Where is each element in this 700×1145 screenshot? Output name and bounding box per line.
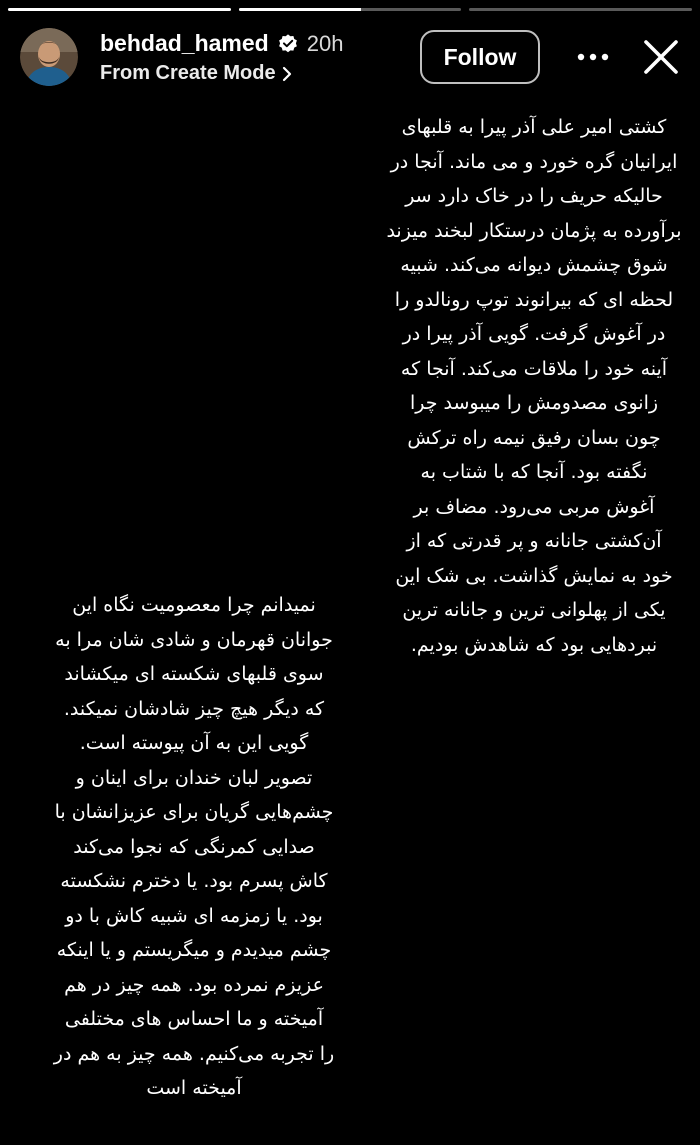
text-line: آن‌کشتی جانانه و پر قدرتی که از <box>406 530 662 552</box>
avatar-photo <box>20 28 78 86</box>
text-line: یکی از پهلوانی ترین و جانانه ترین <box>402 599 666 621</box>
text-line: آمیخته و ما احساس های مختلفی <box>64 1008 324 1030</box>
text-line: خود به نمایش گذاشت. بی شک این <box>395 564 673 587</box>
text-line: چشم‌هایی گریان برای عزیزانشان با <box>54 801 334 823</box>
text-line: چون بسان رفیق نیمه راه ترکش <box>407 426 661 449</box>
story-header <box>20 26 682 90</box>
text-line: کشتی امیر علی آذر پیرا به قلبهای <box>401 116 667 138</box>
text-line: برآورده به پژمان درستکار لبخند میزند <box>386 219 682 242</box>
more-horizontal-icon[interactable] <box>575 42 611 72</box>
story-text-right <box>382 110 686 662</box>
text-line: را تجربه می‌کنیم. همه چیز به هم در <box>53 1042 335 1065</box>
text-line: جوانان قهرمان و شادی شان مرا به <box>55 628 333 651</box>
post-time: 20h <box>306 30 344 56</box>
verified-badge-icon <box>277 33 299 55</box>
progress-segment <box>469 8 692 11</box>
follow-button[interactable]: Follow <box>420 30 540 84</box>
username[interactable]: behdad_hamed <box>100 30 269 56</box>
text-line: آغوش مربی می‌رود. مضاف بر <box>413 495 655 518</box>
text-line: زانوی مصدومش را میبوسد چرا <box>409 392 659 414</box>
close-icon[interactable] <box>642 38 680 76</box>
text-line: کاش پسرم بود. یا دخترم نشکسته <box>60 870 328 892</box>
text-line: نمیدانم چرا معصومیت نگاه این <box>72 594 316 616</box>
progress-segment <box>239 8 462 11</box>
subtitle-text: From Create Mode <box>100 62 276 84</box>
text-line: بود. یا زمزمه ای شبیه کاش با دو <box>65 904 323 927</box>
text-line: که دیگر هیچ چیز شادشان نمیکند. <box>63 697 325 720</box>
text-line: حالیکه حریف را در خاک دارد سر <box>405 185 663 207</box>
text-line: در آغوش گرفت. گویی آذر پیرا در <box>402 323 666 345</box>
avatar[interactable] <box>20 28 78 86</box>
story-text-left <box>14 588 374 1106</box>
text-line: سوی قلبهای شکسته ای میکشاند <box>64 663 324 685</box>
text-line: تصویر لبان خندان برای اینان و <box>75 766 313 789</box>
text-line: چشم میدیدم و میگریستم و یا اینکه <box>56 939 332 961</box>
text-line: گویی این به آن پیوسته است. <box>79 732 309 754</box>
text-line: عزیزم نمرده بود. همه چیز در هم <box>64 973 324 996</box>
progress-segment <box>8 8 231 11</box>
text-line: صدایی کمرنگی که نجوا می‌کند <box>73 835 315 858</box>
chevron-right-icon <box>282 66 292 82</box>
text-line: آینه خود را ملاقات می‌کند. آنجا که <box>400 357 668 380</box>
story-progress-bar <box>8 8 692 11</box>
text-line: ایرانیان گره خورد و می ماند. آنجا در <box>390 150 678 173</box>
text-line: نبردهایی بود که شاهدش بودیم. <box>410 633 658 656</box>
text-line: لحظه ای که بیرانوند توپ رونالدو را <box>394 288 674 311</box>
text-line: آمیخته است <box>146 1077 242 1099</box>
text-line: نگفته بود. آنجا که با شتاب به <box>420 461 648 483</box>
text-line: شوق چشمش دیوانه می‌کند. شبیه <box>400 254 668 276</box>
create-mode-link[interactable] <box>100 62 292 85</box>
user-line <box>100 30 343 57</box>
